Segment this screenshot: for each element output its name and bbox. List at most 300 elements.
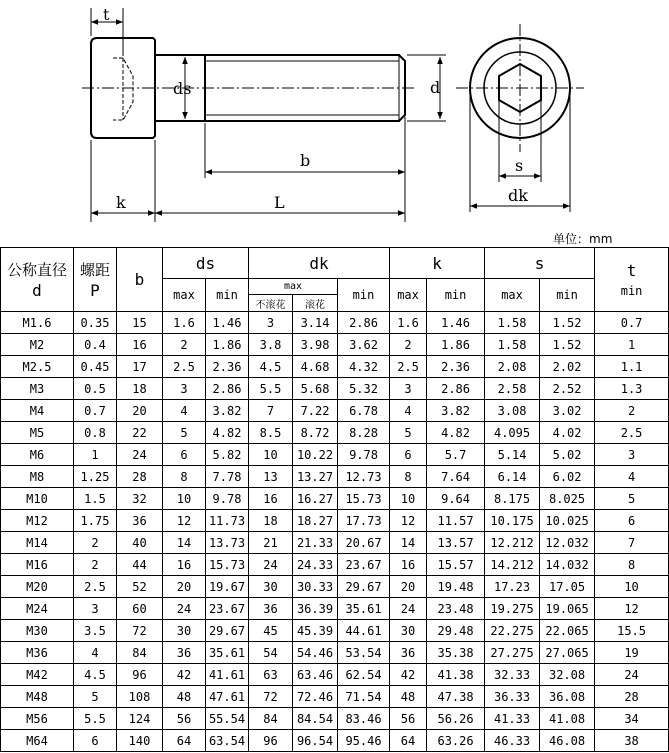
table-cell: M20: [1, 576, 74, 598]
table-cell: M6: [1, 444, 74, 466]
table-cell: 32.08: [540, 664, 595, 686]
table-cell: 10: [249, 444, 293, 466]
table-cell: 4: [163, 400, 206, 422]
table-cell: 5.82: [206, 444, 249, 466]
table-cell: 22.065: [540, 620, 595, 642]
table-cell: M10: [1, 488, 74, 510]
table-row: [1, 510, 669, 532]
table-cell: 1.6: [163, 312, 206, 334]
table-cell: 13.27: [293, 466, 338, 488]
table-cell: 12: [390, 510, 427, 532]
table-cell: 0.7: [74, 400, 117, 422]
table-cell: 55.54: [206, 708, 249, 730]
table-cell: 3.08: [485, 400, 540, 422]
table-cell: 54.46: [293, 642, 338, 664]
table-cell: 1.46: [427, 312, 485, 334]
table-row: [1, 620, 669, 642]
table-row: [1, 642, 669, 664]
table-cell: 14.212: [485, 554, 540, 576]
table-cell: 34: [595, 708, 669, 730]
table-cell: 1.46: [206, 312, 249, 334]
table-cell: 63.54: [206, 730, 249, 752]
table-cell: 14: [163, 532, 206, 554]
table-row: [1, 466, 669, 488]
table-cell: 1.5: [74, 488, 117, 510]
table-cell: 36: [390, 642, 427, 664]
label-dk: dk: [508, 186, 528, 205]
table-cell: 24: [163, 598, 206, 620]
table-cell: 0.45: [74, 356, 117, 378]
table-cell: 12.73: [338, 466, 390, 488]
label-s: s: [515, 156, 524, 175]
table-cell: 3.02: [540, 400, 595, 422]
table-cell: 21.33: [293, 532, 338, 554]
table-cell: M3: [1, 378, 74, 400]
header-nominal-diameter: 公称直径 d: [1, 248, 74, 312]
table-cell: 124: [117, 708, 163, 730]
table-cell: 2: [595, 400, 669, 422]
header-ds-min: min: [206, 279, 249, 312]
table-cell: 46.33: [485, 730, 540, 752]
table-cell: 56.26: [427, 708, 485, 730]
table-cell: 5.5: [74, 708, 117, 730]
table-cell: 8.175: [485, 488, 540, 510]
table-row: [1, 400, 669, 422]
table-cell: 6.14: [485, 466, 540, 488]
table-cell: 17.23: [485, 576, 540, 598]
table-cell: 10.025: [540, 510, 595, 532]
table-cell: 22: [117, 422, 163, 444]
table-cell: 3: [163, 378, 206, 400]
table-cell: M56: [1, 708, 74, 730]
table-cell: 4.82: [206, 422, 249, 444]
table-cell: 4.02: [540, 422, 595, 444]
table-cell: 29.67: [338, 576, 390, 598]
table-cell: M4: [1, 400, 74, 422]
table-cell: 3.5: [74, 620, 117, 642]
table-row: [1, 356, 669, 378]
table-cell: 8.5: [249, 422, 293, 444]
table-cell: 3.8: [249, 334, 293, 356]
table-cell: M30: [1, 620, 74, 642]
table-cell: 72.46: [293, 686, 338, 708]
table-cell: 5: [163, 422, 206, 444]
table-cell: 5.7: [427, 444, 485, 466]
table-cell: 36.33: [485, 686, 540, 708]
header-k-min: min: [427, 279, 485, 312]
table-cell: 17.73: [338, 510, 390, 532]
header-dk-not-knurled: 不滚花: [249, 295, 293, 312]
table-cell: 8.28: [338, 422, 390, 444]
table-cell: M36: [1, 642, 74, 664]
table-cell: 1.86: [206, 334, 249, 356]
table-cell: 95.46: [338, 730, 390, 752]
table-cell: 1.52: [540, 334, 595, 356]
table-row: [1, 664, 669, 686]
table-cell: 84.54: [293, 708, 338, 730]
table-cell: 0.5: [74, 378, 117, 400]
table-cell: 4: [74, 642, 117, 664]
table-cell: 63: [249, 664, 293, 686]
table-cell: 24: [249, 554, 293, 576]
header-s-min: min: [540, 279, 595, 312]
table-cell: 35.38: [427, 642, 485, 664]
table-cell: 23.48: [427, 598, 485, 620]
table-cell: 8.72: [293, 422, 338, 444]
table-cell: 9.78: [338, 444, 390, 466]
table-cell: 7.78: [206, 466, 249, 488]
bolt-drawing: [0, 0, 669, 230]
table-cell: 72: [249, 686, 293, 708]
socket-hidden-lines: [113, 58, 133, 120]
table-row: [1, 488, 669, 510]
table-cell: 17: [117, 356, 163, 378]
table-cell: 60: [117, 598, 163, 620]
table-cell: 83.46: [338, 708, 390, 730]
label-d: d: [430, 78, 441, 97]
table-cell: 32.33: [485, 664, 540, 686]
table-cell: 41.38: [427, 664, 485, 686]
table-cell: 12: [163, 510, 206, 532]
table-cell: 47.38: [427, 686, 485, 708]
table-cell: 8: [595, 554, 669, 576]
bolt-end-view: [456, 24, 584, 212]
table-cell: 24: [390, 598, 427, 620]
table-cell: 36: [249, 598, 293, 620]
table-cell: 10: [390, 488, 427, 510]
table-cell: 16: [249, 488, 293, 510]
table-cell: 19: [595, 642, 669, 664]
table-row: [1, 730, 669, 752]
table-cell: 3.62: [338, 334, 390, 356]
label-b: b: [300, 151, 311, 170]
table-row: [1, 334, 669, 356]
table-cell: 0.8: [74, 422, 117, 444]
table-cell: M48: [1, 686, 74, 708]
table-cell: 16: [390, 554, 427, 576]
table-cell: 30: [163, 620, 206, 642]
table-row: [1, 686, 669, 708]
table-cell: 84: [117, 642, 163, 664]
table-row: [1, 554, 669, 576]
table-cell: 8: [163, 466, 206, 488]
header-b: b: [117, 248, 163, 312]
table-cell: 46.08: [540, 730, 595, 752]
table-cell: 14.032: [540, 554, 595, 576]
header-dk: dk: [249, 248, 390, 279]
table-cell: 2.86: [338, 312, 390, 334]
table-cell: 7: [249, 400, 293, 422]
table-cell: 3: [74, 598, 117, 620]
table-cell: M2: [1, 334, 74, 356]
table-cell: 2: [74, 554, 117, 576]
table-cell: 24: [595, 664, 669, 686]
table-cell: 45: [249, 620, 293, 642]
table-cell: M14: [1, 532, 74, 554]
table-cell: 48: [390, 686, 427, 708]
table-cell: 5: [390, 422, 427, 444]
table-cell: 0.7: [595, 312, 669, 334]
table-cell: 19.67: [206, 576, 249, 598]
table-cell: 2.5: [595, 422, 669, 444]
header-s: s: [485, 248, 595, 279]
table-row: [1, 532, 669, 554]
table-cell: M8: [1, 466, 74, 488]
table-cell: 40: [117, 532, 163, 554]
header-ds-max: max: [163, 279, 206, 312]
table-body: [1, 312, 669, 752]
table-cell: 3: [595, 444, 669, 466]
table-cell: 2.5: [74, 576, 117, 598]
table-cell: 64: [390, 730, 427, 752]
unit-label: 单位：mm: [553, 232, 613, 246]
table-cell: 9.64: [427, 488, 485, 510]
table-cell: 6.02: [540, 466, 595, 488]
table-cell: 4.82: [427, 422, 485, 444]
table-cell: 5.32: [338, 378, 390, 400]
table-row: [1, 708, 669, 730]
table-cell: 2.86: [427, 378, 485, 400]
table-cell: 1.25: [74, 466, 117, 488]
table-cell: M2.5: [1, 356, 74, 378]
table-cell: M12: [1, 510, 74, 532]
table-cell: 20: [117, 400, 163, 422]
header-dk-max: max: [249, 279, 338, 295]
table-cell: 2.58: [485, 378, 540, 400]
table-cell: 19.48: [427, 576, 485, 598]
table-cell: 1.58: [485, 334, 540, 356]
table-cell: 10.175: [485, 510, 540, 532]
header-pitch: 螺距 P: [74, 248, 117, 312]
table-cell: 108: [117, 686, 163, 708]
table-cell: 10.22: [293, 444, 338, 466]
table-cell: 2.36: [206, 356, 249, 378]
header-s-max: max: [485, 279, 540, 312]
table-cell: 72: [117, 620, 163, 642]
table-cell: 20: [163, 576, 206, 598]
table-cell: 1.75: [74, 510, 117, 532]
table-cell: 4.095: [485, 422, 540, 444]
table-row: [1, 378, 669, 400]
table-cell: 45.39: [293, 620, 338, 642]
table-cell: 3.82: [427, 400, 485, 422]
table-cell: 44: [117, 554, 163, 576]
table-cell: 18: [117, 378, 163, 400]
table-cell: 1.1: [595, 356, 669, 378]
header-t: t min: [595, 248, 669, 312]
table-cell: 27.065: [540, 642, 595, 664]
table-cell: M5: [1, 422, 74, 444]
table-cell: 1.3: [595, 378, 669, 400]
table-cell: 22.275: [485, 620, 540, 642]
label-t: t: [103, 5, 110, 24]
table-cell: 16: [163, 554, 206, 576]
table-cell: 6: [390, 444, 427, 466]
table-cell: M24: [1, 598, 74, 620]
table-cell: 63.26: [427, 730, 485, 752]
table-cell: 2.5: [390, 356, 427, 378]
header-dk-min: min: [338, 279, 390, 312]
table-cell: 48: [163, 686, 206, 708]
table-cell: 42: [390, 664, 427, 686]
table-cell: 6.78: [338, 400, 390, 422]
table-cell: 7.22: [293, 400, 338, 422]
table-cell: 7.64: [427, 466, 485, 488]
table-cell: 6: [595, 510, 669, 532]
table-cell: 12.212: [485, 532, 540, 554]
table-cell: 1: [595, 334, 669, 356]
table-cell: 23.67: [338, 554, 390, 576]
table-cell: 6: [74, 730, 117, 752]
table-cell: 64: [163, 730, 206, 752]
table-cell: 2: [390, 334, 427, 356]
table-cell: 2: [163, 334, 206, 356]
table-cell: 15.57: [427, 554, 485, 576]
table-cell: 84: [249, 708, 293, 730]
table-cell: 15.5: [595, 620, 669, 642]
table-cell: M16: [1, 554, 74, 576]
table-cell: 13.57: [427, 532, 485, 554]
table-cell: 41.61: [206, 664, 249, 686]
table-cell: 30.33: [293, 576, 338, 598]
table-cell: 42: [163, 664, 206, 686]
table-cell: 62.54: [338, 664, 390, 686]
table-cell: 28: [595, 686, 669, 708]
table-cell: 41.33: [485, 708, 540, 730]
header-ds: ds: [163, 248, 249, 279]
table-cell: 5.5: [249, 378, 293, 400]
table-cell: 13.73: [206, 532, 249, 554]
table-cell: 1.52: [540, 312, 595, 334]
table-cell: 36: [163, 642, 206, 664]
table-cell: 21: [249, 532, 293, 554]
table-cell: 35.61: [338, 598, 390, 620]
table-cell: 4.32: [338, 356, 390, 378]
table-cell: M64: [1, 730, 74, 752]
table-cell: 35.61: [206, 642, 249, 664]
table-cell: 27.275: [485, 642, 540, 664]
table-row: [1, 312, 669, 334]
table-cell: 2.52: [540, 378, 595, 400]
table-cell: 53.54: [338, 642, 390, 664]
spec-table: [0, 247, 669, 752]
table-cell: 4.5: [74, 664, 117, 686]
table-cell: 30: [249, 576, 293, 598]
table-cell: 5: [595, 488, 669, 510]
table-cell: 12.032: [540, 532, 595, 554]
table-cell: 11.57: [427, 510, 485, 532]
table-cell: 28: [117, 466, 163, 488]
table-cell: 96.54: [293, 730, 338, 752]
table-cell: 5.68: [293, 378, 338, 400]
table-cell: 1.58: [485, 312, 540, 334]
header-dk-knurled: 滚花: [293, 295, 338, 312]
table-cell: 56: [390, 708, 427, 730]
table-cell: 4: [595, 466, 669, 488]
table-cell: 2.36: [427, 356, 485, 378]
table-cell: 30: [390, 620, 427, 642]
table-cell: 56: [163, 708, 206, 730]
table-row: [1, 444, 669, 466]
header-k: k: [390, 248, 485, 279]
table-cell: 36: [117, 510, 163, 532]
table-cell: M1.6: [1, 312, 74, 334]
table-cell: M42: [1, 664, 74, 686]
table-cell: 0.4: [74, 334, 117, 356]
table-cell: 8: [390, 466, 427, 488]
table-cell: 7: [595, 532, 669, 554]
table-row: [1, 576, 669, 598]
table-cell: 140: [117, 730, 163, 752]
label-L: L: [274, 193, 285, 212]
table-cell: 15: [117, 312, 163, 334]
table-cell: 15.73: [338, 488, 390, 510]
table-cell: 38: [595, 730, 669, 752]
label-ds: ds: [173, 79, 192, 98]
table-cell: 1: [74, 444, 117, 466]
table-cell: 19.275: [485, 598, 540, 620]
table-cell: 63.46: [293, 664, 338, 686]
table-cell: 14: [390, 532, 427, 554]
table-cell: 3: [249, 312, 293, 334]
table-cell: 32: [117, 488, 163, 510]
table-cell: 23.67: [206, 598, 249, 620]
table-cell: 4.5: [249, 356, 293, 378]
table-cell: 36.39: [293, 598, 338, 620]
table-cell: 10: [163, 488, 206, 510]
table-cell: 18.27: [293, 510, 338, 532]
table-cell: 8.025: [540, 488, 595, 510]
table-cell: 2.08: [485, 356, 540, 378]
table-cell: 5.02: [540, 444, 595, 466]
table-row: [1, 598, 669, 620]
table-cell: 1.6: [390, 312, 427, 334]
label-k: k: [116, 193, 126, 212]
table-cell: 5.14: [485, 444, 540, 466]
table-cell: 20: [390, 576, 427, 598]
table-cell: 2.02: [540, 356, 595, 378]
table-cell: 3: [390, 378, 427, 400]
table-cell: 10: [595, 576, 669, 598]
table-cell: 17.05: [540, 576, 595, 598]
table-cell: 19.065: [540, 598, 595, 620]
table-cell: 20.67: [338, 532, 390, 554]
table-cell: 24: [117, 444, 163, 466]
table-cell: 1.86: [427, 334, 485, 356]
table-cell: 36.08: [540, 686, 595, 708]
table-row: [1, 422, 669, 444]
table-cell: 18: [249, 510, 293, 532]
table-cell: 96: [117, 664, 163, 686]
table-cell: 16.27: [293, 488, 338, 510]
table-cell: 54: [249, 642, 293, 664]
table-cell: 5: [74, 686, 117, 708]
table-cell: 3.14: [293, 312, 338, 334]
table-cell: 29.67: [206, 620, 249, 642]
table-cell: 47.61: [206, 686, 249, 708]
table-cell: 4.68: [293, 356, 338, 378]
table-cell: 44.61: [338, 620, 390, 642]
table-cell: 13: [249, 466, 293, 488]
table-cell: 12: [595, 598, 669, 620]
table-cell: 29.48: [427, 620, 485, 642]
table-cell: 4: [390, 400, 427, 422]
table-cell: 3.82: [206, 400, 249, 422]
table-cell: 0.35: [74, 312, 117, 334]
table-cell: 2: [74, 532, 117, 554]
table-cell: 71.54: [338, 686, 390, 708]
table-cell: 6: [163, 444, 206, 466]
